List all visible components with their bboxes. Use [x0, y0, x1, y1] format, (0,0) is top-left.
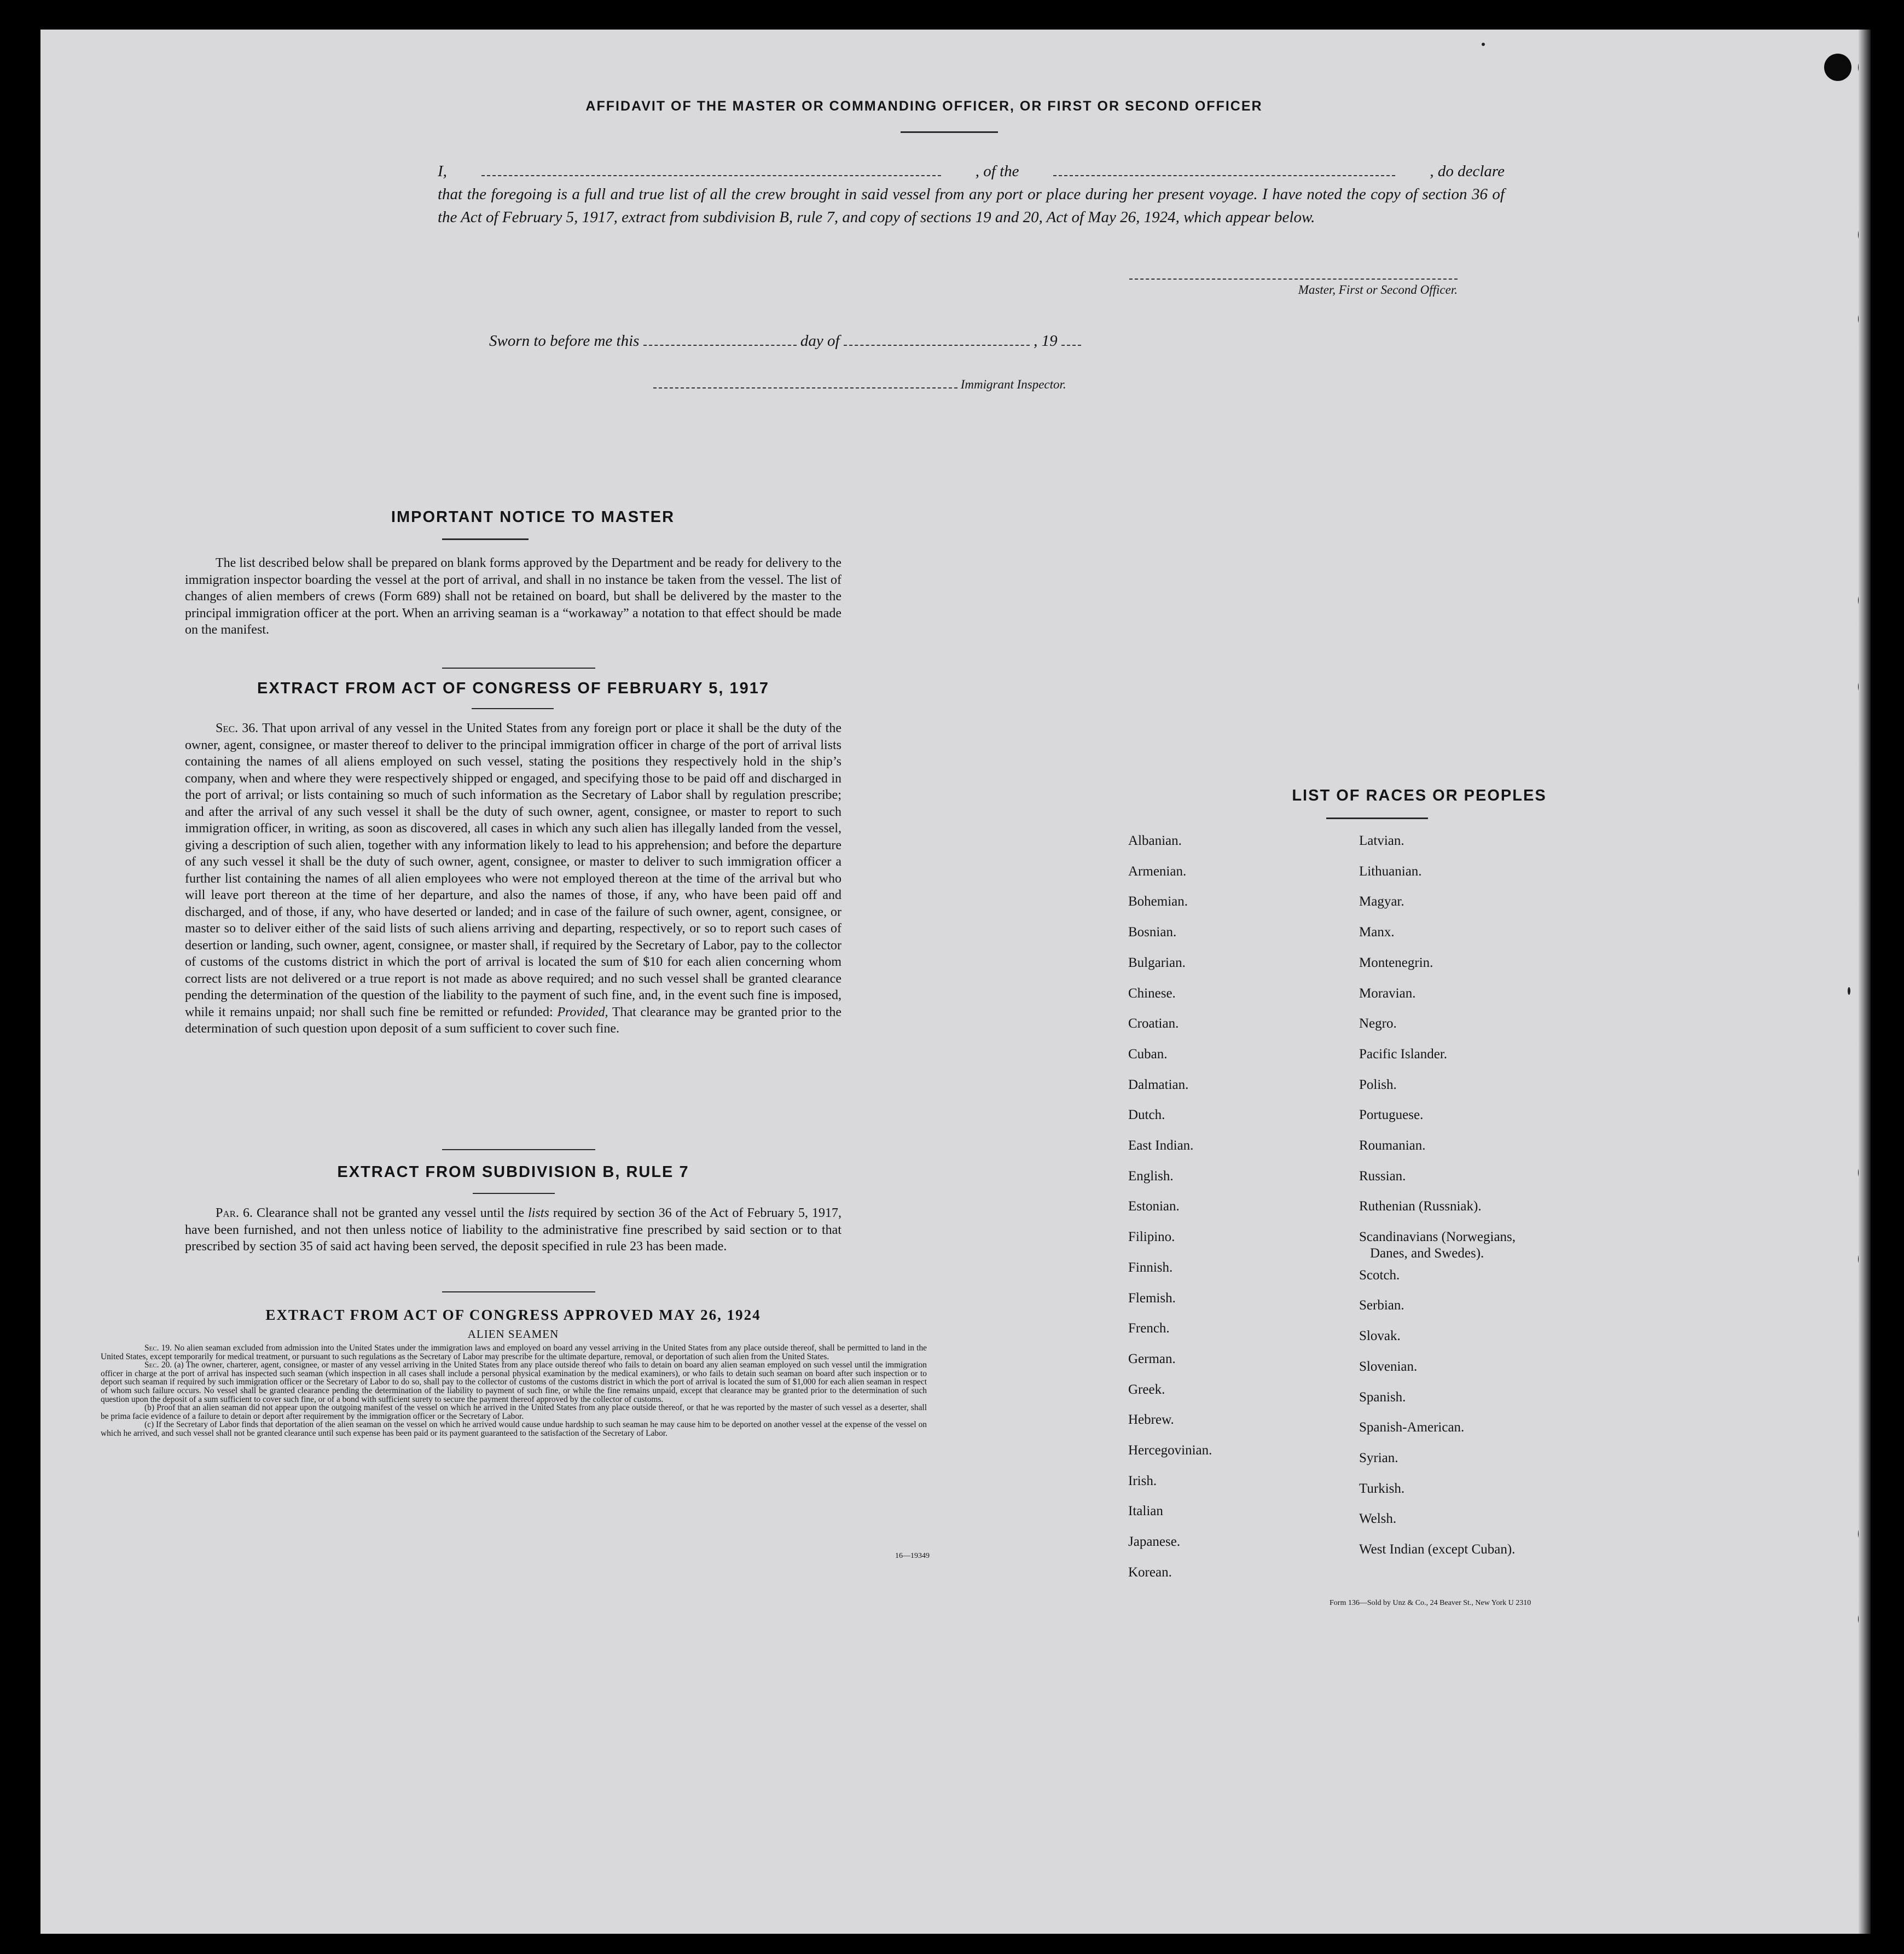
race-item: Bosnian. [1128, 925, 1177, 940]
race-item: Cuban. [1128, 1046, 1168, 1062]
affidavit-body [438, 160, 1505, 229]
sec19-label: Sec. 19. [144, 1343, 172, 1353]
notice-body: The list described below shall be prepared on blank forms approved by the Department and be ready for delivery to the immigration inspector boarding the vessel at the port of arrival, and shall in no instance be taken from the vessel. The list of changes of alien members of crews (Form 689) shall not be retained on board, but shall be delivered by the master to the principal immigration officer at the port. When an arriving seaman is a “workaway” a notation to that effect should be made on the manifest. [185, 556, 841, 637]
divider [442, 1149, 595, 1150]
race-item: Portuguese. [1359, 1108, 1424, 1123]
affidavit-declare: , do declare [1430, 163, 1505, 180]
sec20b-text: (b) Proof that an alien seaman did not appear upon the outgoing manifest of the vessel on which he arrived in the United States from any place outside thereof, or that he was reported by the master of such vessel as a deserter, shall be prima facie evidence of a failure to detain or deport after requirement by the immigration officer or the Secretary of Labor. [101, 1403, 927, 1421]
sworn-year-blank[interactable] [1061, 333, 1081, 346]
race-item: Spanish. [1359, 1389, 1406, 1405]
race-item: Syrian. [1359, 1450, 1398, 1465]
race-item: Japanese. [1128, 1534, 1181, 1550]
speck [1848, 987, 1850, 995]
race-item: Dalmatian. [1128, 1077, 1189, 1092]
race-item: Filipino. [1128, 1230, 1175, 1245]
race-item: French. [1128, 1321, 1170, 1336]
inspector-label: Immigrant Inspector. [960, 378, 1066, 391]
affidavit-title: AFFIDAVIT OF THE MASTER OR COMMANDING OFFICER, OR FIRST OR SECOND OFFICER [585, 98, 1263, 114]
race-item: Estonian. [1128, 1199, 1180, 1214]
race-item: Ruthenian (Russniak). [1359, 1199, 1482, 1214]
vessel-blank[interactable] [1053, 163, 1395, 176]
divider [442, 1291, 595, 1292]
race-item: Albanian. [1128, 833, 1182, 848]
sec20a-text: (a) The owner, charterer, agent, consignee, or master of any vessel arriving in the United States from any place outside thereof who fails to detain on board any alien seaman employed on such vessel until the immigration officer in charge at the port of arrival has inspected such seaman (which inspection in all cases shall include a personal physical examination by the medical examiners), or who fails to detain such seaman on board after such inspection or to deport such seaman if required by such immigration officer or the Secretary of Labor to do so, shall pay to the collector of customs of the customs district in which the port of arrival is located the sum of $1,000 for each alien seaman in respect of whom such failure occurs. No vessel shall be granted clearance pending the determination of the liability to payment of such fine, or while the fine remains unpaid, except that clearance may be granted prior to the determination of such question upon the deposit of a sum sufficient to cover such fine, or of a bond with sufficient surety to secure the payment thereof approved by the collector of customs. [101, 1360, 927, 1404]
race-item: Slovak. [1359, 1329, 1401, 1344]
race-item: Bulgarian. [1128, 955, 1186, 970]
race-item: Magyar. [1359, 894, 1404, 909]
inspector-line [653, 375, 1146, 392]
race-item: Armenian. [1128, 863, 1187, 879]
document-page [40, 30, 1871, 1934]
race-item: Negro. [1359, 1016, 1397, 1031]
speck [1482, 43, 1485, 46]
inspector-blank[interactable] [653, 375, 957, 389]
sworn-label: Sworn to before me this [489, 332, 640, 350]
extract-1924-text [101, 1344, 927, 1438]
race-item: Spanish-American. [1359, 1420, 1465, 1435]
race-item: German. [1128, 1351, 1176, 1366]
sec20c-text: (c) If the Secretary of Labor finds that deportation of the alien seaman on the vessel on which he arrived would cause undue hardship to such seaman he may cause him to be deported on another vessel at the expense of the vessel on which he arrived, and such vessel shall not be granted clearance until such expense has been paid or its payment guaranteed to the satisfaction of the Secretary of Labor. [101, 1420, 927, 1438]
race-item: Croatian. [1128, 1016, 1179, 1031]
divider [1326, 817, 1428, 819]
punch-hole [1824, 54, 1851, 81]
rule7-text [185, 1205, 841, 1255]
race-item: Finnish. [1128, 1260, 1173, 1275]
section-36-body: That upon arrival of any vessel in the United States from any foreign port or place it shall be the duty of the owner, agent, consignee, or master thereof to deliver to the principal immigration officer in charge of the port of arrival lists containing the names of all aliens employed on such vessel, stating the positions they respectively hold in the ship’s company, when and where they were respectively shipped or engaged, and specifying those to be paid off and discharged in the port of arrival; or lists containing so much of such information as the Secretary of Labor shall by regulation prescribe; and after the arrival of any such vessel it shall be the duty of such owner, agent, consignee, or master to report to such immigration officer, in writing, as soon as discovered, all cases in which any such alien has illegally landed from the vessel, giving a description of such alien, together with any information likely to lead to his apprehension; and before the departure of any such vessel it shall be the duty of such owner, agent, consignee, or master to deliver to such immigration officer a further list containing the names of all alien employees who were not employed thereon at the time of the arrival but who will leave port thereon at the time of her departure, and also the names of those, if any, who have been paid off and discharged, and of those, if any, who have deserted or landed; and in case of the failure of such owner, agent, consignee, or master so to deliver either of the said lists of such aliens arriving and departing, respectively, or so to report such cases of desertion or landing, such owner, agent, consignee, or master shall, if required by the Secretary of Labor, pay to the collector of customs of the customs district in which the port of arrival is located the sum of $10 for each alien concerning whom correct lists are not delivered or a true report is not made as above required; and no such vessel shall be granted clearance pending the determination of the question of the liability to the payment of such fine, and, in the event such fine is imposed, while it remains unpaid; nor shall such fine be remitted or refunded: [185, 721, 841, 1019]
race-item: Hercegovinian. [1128, 1443, 1212, 1458]
race-item: Russian. [1359, 1168, 1406, 1184]
affidavit-of-the: , of the [975, 163, 1019, 180]
alien-seamen-heading: ALIEN SEAMEN [467, 1327, 559, 1341]
rule7-body-b: required by section 36 of the Act of February 5, 1917, have been furnished, and not then unless notice of liability to the administrative fine prescribed by said section or to that prescribed by section 35 of said act having been served, the deposit specified in rule 23 has been made. [185, 1206, 841, 1254]
sworn-line [489, 332, 1255, 350]
race-item: English. [1128, 1168, 1174, 1184]
race-item: Flemish. [1128, 1290, 1176, 1306]
race-item: Danes, and Swedes). [1370, 1246, 1484, 1261]
section-label: Sec. 36. [216, 721, 259, 735]
race-item: Serbian. [1359, 1298, 1404, 1313]
divider [442, 668, 595, 669]
race-item: Latvian. [1359, 833, 1404, 848]
race-item: Pacific Islander. [1359, 1046, 1448, 1062]
provided-word: Provided, [557, 1005, 608, 1019]
sec20-label: Sec. 20. [144, 1360, 172, 1370]
sworn-month-blank[interactable] [844, 333, 1030, 346]
race-item: West Indian (except Cuban). [1359, 1542, 1516, 1557]
race-item: Roumanian. [1359, 1138, 1426, 1153]
race-item: Turkish. [1359, 1481, 1405, 1496]
race-item: Hebrew. [1128, 1412, 1174, 1428]
form-code: 16—19349 [895, 1552, 930, 1560]
race-item: East Indian. [1128, 1138, 1194, 1153]
race-item: Polish. [1359, 1077, 1397, 1092]
divider [442, 538, 529, 540]
divider [473, 1193, 555, 1194]
race-item: Montenegrin. [1359, 955, 1433, 970]
race-item: Dutch. [1128, 1108, 1165, 1123]
page-edge [1859, 30, 1871, 1934]
affidavit-statement: that the foregoing is a full and true list of all the crew brought in said vessel from any port or place during her present voyage. I have noted the copy of section 36 of the Act of February 5, 1917, extract from subdivision B, rule 7, and copy of sections 19 and 20, Act of May 26, 1924, which appear below. [438, 185, 1505, 226]
name-blank[interactable] [481, 163, 941, 176]
signature-label: Master, First or Second Officer. [1298, 283, 1458, 297]
race-item: Bohemian. [1128, 894, 1188, 909]
race-item: Slovenian. [1359, 1359, 1418, 1374]
race-item: Greek. [1128, 1382, 1165, 1397]
notice-title: IMPORTANT NOTICE TO MASTER [391, 508, 675, 526]
master-signature-line[interactable] [1129, 279, 1458, 297]
race-item: Italian [1128, 1504, 1163, 1519]
race-item: Irish. [1128, 1473, 1157, 1488]
section-36-end: That clearance may be granted prior to the determination of such question upon deposit of a sum sufficient to cover such fine. [185, 1005, 841, 1036]
divider [472, 708, 554, 709]
paragraph-label: Par. 6. [216, 1206, 253, 1220]
rule7-title: EXTRACT FROM SUBDIVISION B, RULE 7 [337, 1163, 689, 1181]
race-item: Lithuanian. [1359, 863, 1422, 879]
divider [901, 131, 998, 133]
race-item: Moravian. [1359, 985, 1416, 1001]
race-item: Scandinavians (Norwegians, [1359, 1230, 1516, 1245]
section-36-text [185, 720, 841, 1037]
extract-1917-title: EXTRACT FROM ACT OF CONGRESS OF FEBRUARY 5, 1917 [257, 680, 770, 697]
lists-word: lists [528, 1206, 549, 1220]
race-item: Welsh. [1359, 1511, 1397, 1527]
extract-1924-title: EXTRACT FROM ACT OF CONGRESS APPROVED MAY 26, 1924 [265, 1307, 761, 1323]
publisher-footer: Form 136—Sold by Unz & Co., 24 Beaver St., New York U 2310 [1330, 1599, 1531, 1607]
race-item: Chinese. [1128, 985, 1176, 1001]
year-label: , 19 [1034, 332, 1058, 350]
day-of-label: day of [800, 332, 840, 350]
affidavit-i: I, [438, 163, 447, 180]
rule7-body-a: Clearance shall not be granted any vessel until the [256, 1206, 525, 1220]
race-item: Korean. [1128, 1564, 1172, 1580]
sworn-day-blank[interactable] [643, 333, 797, 346]
sec19-text: No alien seaman excluded from admission into the United States under the immigration laws and employed on board any vessel arriving in the United States from any place outside thereof, shall be permitted to land in the United States, except temporarily for medical treatment, or pursuant to such regulations as the Secretary of Labor may prescribe for the ultimate departure, removal, or deportation of such alien from the United States. [101, 1343, 927, 1361]
race-item: Manx. [1359, 925, 1395, 940]
race-item: Scotch. [1359, 1267, 1400, 1283]
races-title: LIST OF RACES OR PEOPLES [1292, 787, 1547, 804]
